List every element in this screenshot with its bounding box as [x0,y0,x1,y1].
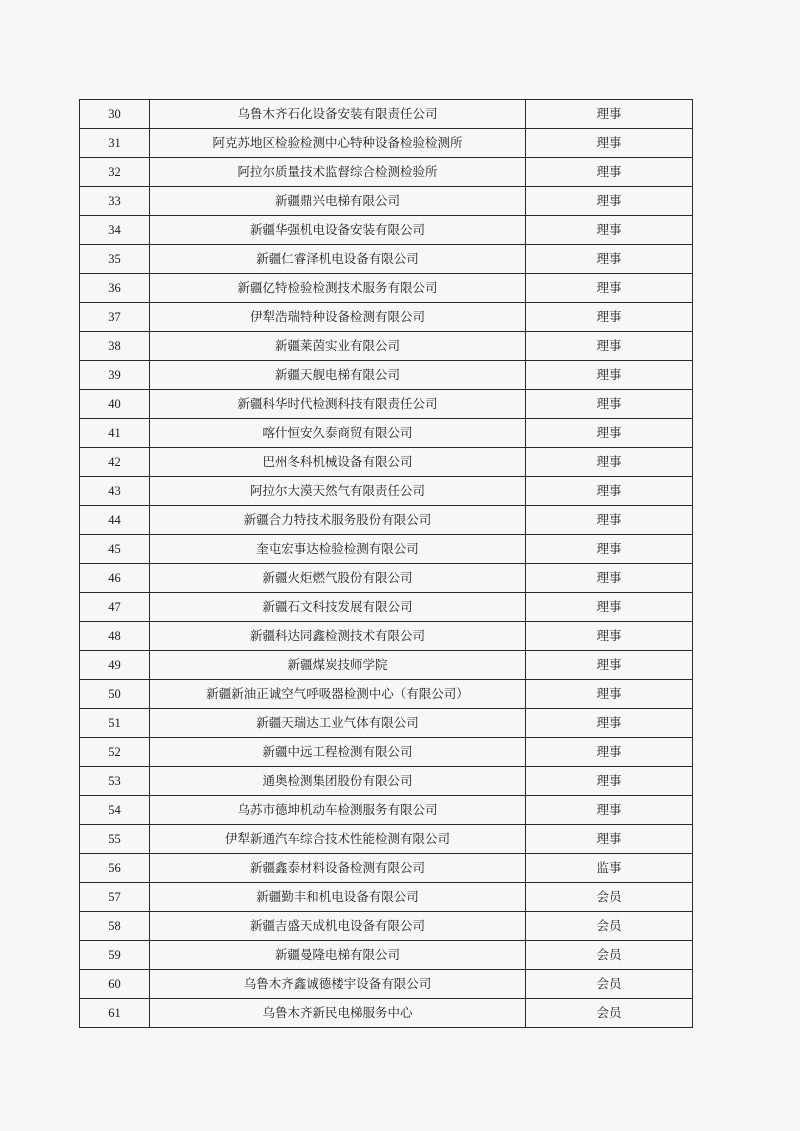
table-row [80,129,693,158]
row-number: 34 [80,216,150,245]
member-role: 理事 [526,390,693,419]
row-number: 43 [80,477,150,506]
row-number: 36 [80,274,150,303]
table-row [80,361,693,390]
row-number: 51 [80,709,150,738]
member-role: 理事 [526,129,693,158]
table-row [80,187,693,216]
member-role: 监事 [526,854,693,883]
organization-name: 乌鲁木齐鑫诚德楼宇设备有限公司 [150,970,526,999]
row-number: 49 [80,651,150,680]
member-role: 理事 [526,448,693,477]
organization-name: 新疆亿特检验检测技术服务有限公司 [150,274,526,303]
member-role: 理事 [526,245,693,274]
row-number: 45 [80,535,150,564]
organization-name: 奎屯宏事达检验检测有限公司 [150,535,526,564]
table-row [80,506,693,535]
organization-name: 新疆华强机电设备安装有限公司 [150,216,526,245]
table-row [80,970,693,999]
member-role: 会员 [526,941,693,970]
table-row [80,767,693,796]
table-row [80,245,693,274]
member-role: 理事 [526,332,693,361]
table-row [80,564,693,593]
member-role: 理事 [526,274,693,303]
organization-name: 阿拉尔质量技术监督综合检测检验所 [150,158,526,187]
member-role: 理事 [526,187,693,216]
row-number: 46 [80,564,150,593]
row-number: 44 [80,506,150,535]
row-number: 39 [80,361,150,390]
organization-name: 新疆莱茵实业有限公司 [150,332,526,361]
member-role: 理事 [526,303,693,332]
organization-name: 新疆中远工程检测有限公司 [150,738,526,767]
organization-name: 乌鲁木齐石化设备安装有限责任公司 [150,100,526,129]
organization-name: 乌鲁木齐新民电梯服务中心 [150,999,526,1028]
table-row [80,883,693,912]
row-number: 52 [80,738,150,767]
member-role: 理事 [526,651,693,680]
row-number: 38 [80,332,150,361]
table-row [80,912,693,941]
table-row [80,535,693,564]
row-number: 60 [80,970,150,999]
row-number: 58 [80,912,150,941]
organization-name: 阿拉尔大漠天然气有限责任公司 [150,477,526,506]
row-number: 40 [80,390,150,419]
member-role: 理事 [526,361,693,390]
organization-name: 新疆鑫泰材料设备检测有限公司 [150,854,526,883]
table-row [80,999,693,1028]
table-row [80,709,693,738]
table-row [80,941,693,970]
member-role: 会员 [526,970,693,999]
row-number: 35 [80,245,150,274]
member-role: 理事 [526,796,693,825]
member-role: 会员 [526,883,693,912]
table-row [80,477,693,506]
organization-name: 新疆科华时代检测科技有限责任公司 [150,390,526,419]
organization-name: 新疆天舰电梯有限公司 [150,361,526,390]
organization-name: 新疆曼隆电梯有限公司 [150,941,526,970]
organization-name: 巴州冬科机械设备有限公司 [150,448,526,477]
member-role: 理事 [526,477,693,506]
row-number: 37 [80,303,150,332]
organization-name: 伊犁浩瑞特种设备检测有限公司 [150,303,526,332]
member-table-body [80,100,693,1028]
row-number: 41 [80,419,150,448]
row-number: 59 [80,941,150,970]
member-role: 理事 [526,680,693,709]
row-number: 31 [80,129,150,158]
member-role: 会员 [526,912,693,941]
organization-name: 喀什恒安久泰商贸有限公司 [150,419,526,448]
row-number: 47 [80,593,150,622]
member-role: 理事 [526,622,693,651]
row-number: 42 [80,448,150,477]
organization-name: 新疆天瑞达工业气体有限公司 [150,709,526,738]
organization-name: 新疆科达同鑫检测技术有限公司 [150,622,526,651]
member-role: 理事 [526,506,693,535]
row-number: 61 [80,999,150,1028]
row-number: 55 [80,825,150,854]
table-row [80,593,693,622]
organization-name: 乌苏市德坤机动车检测服务有限公司 [150,796,526,825]
member-role: 理事 [526,419,693,448]
member-role: 理事 [526,564,693,593]
organization-name: 新疆吉盛天成机电设备有限公司 [150,912,526,941]
table-row [80,796,693,825]
row-number: 53 [80,767,150,796]
member-role: 理事 [526,100,693,129]
table-row [80,332,693,361]
organization-name: 阿克苏地区检验检测中心特种设备检验检测所 [150,129,526,158]
table-row [80,448,693,477]
row-number: 33 [80,187,150,216]
member-role: 理事 [526,593,693,622]
table-row [80,854,693,883]
table-row [80,680,693,709]
table-row [80,390,693,419]
table-row [80,158,693,187]
row-number: 54 [80,796,150,825]
member-role: 会员 [526,999,693,1028]
table-row [80,274,693,303]
member-role: 理事 [526,738,693,767]
organization-name: 新疆煤炭技师学院 [150,651,526,680]
member-role: 理事 [526,535,693,564]
table-row [80,216,693,245]
table-row [80,825,693,854]
member-role: 理事 [526,825,693,854]
organization-name: 新疆新油正诚空气呼吸器检测中心（有限公司） [150,680,526,709]
organization-name: 新疆勤丰和机电设备有限公司 [150,883,526,912]
organization-name: 伊犁新通汽车综合技术性能检测有限公司 [150,825,526,854]
row-number: 48 [80,622,150,651]
member-role: 理事 [526,767,693,796]
table-row [80,622,693,651]
row-number: 56 [80,854,150,883]
organization-name: 新疆石文科技发展有限公司 [150,593,526,622]
table-row [80,419,693,448]
organization-name: 新疆仁睿泽机电设备有限公司 [150,245,526,274]
member-role: 理事 [526,709,693,738]
row-number: 57 [80,883,150,912]
table-row [80,100,693,129]
organization-name: 新疆火炬燃气股份有限公司 [150,564,526,593]
table-row [80,303,693,332]
table-row [80,651,693,680]
table-row [80,738,693,767]
organization-name: 通奥检测集团股份有限公司 [150,767,526,796]
row-number: 50 [80,680,150,709]
member-table [79,99,693,1028]
member-role: 理事 [526,158,693,187]
row-number: 32 [80,158,150,187]
organization-name: 新疆鼎兴电梯有限公司 [150,187,526,216]
member-role: 理事 [526,216,693,245]
organization-name: 新疆合力特技术服务股份有限公司 [150,506,526,535]
row-number: 30 [80,100,150,129]
